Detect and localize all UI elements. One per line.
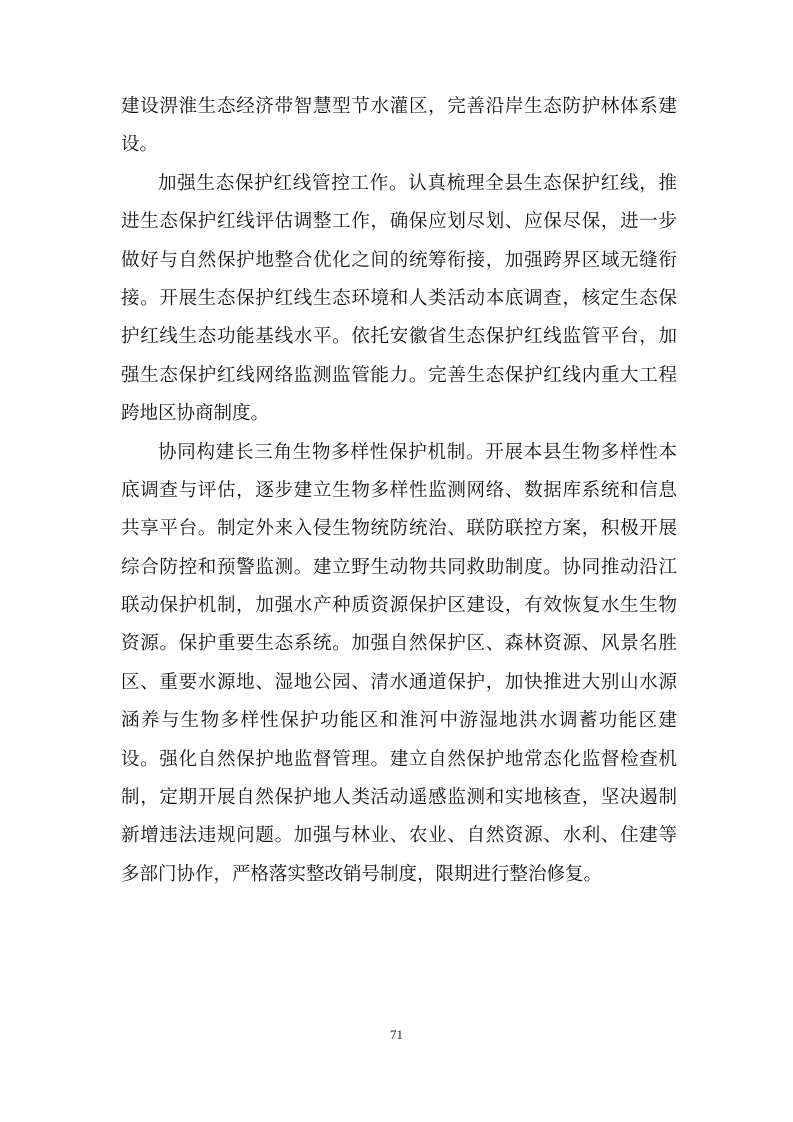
text-line: 资源。保护重要生态系统。加强自然保护区、森林资源、风景名胜 xyxy=(121,633,677,655)
text-line: 底调查与评估，逐步建立生物多样性监测网络、数据库系统和信息 xyxy=(121,479,677,501)
text-line: 制，定期开展自然保护地人类活动遥感监测和实地核查，坚决遏制 xyxy=(121,787,677,809)
text-line: 接。开展生态保护红线生态环境和人类活动本底调查，核定生态保 xyxy=(121,287,677,309)
text-line: 多部门协作，严格落实整改销号制度，限期进行整治修复。 xyxy=(121,863,603,885)
text-line: 区、重要水源地、湿地公园、清水通道保护，加快推进大别山水源 xyxy=(121,671,677,693)
text-line: 跨地区协商制度。 xyxy=(121,403,270,425)
text-line: 建设淠淮生态经济带智慧型节水灌区，完善沿岸生态防护林体系建 xyxy=(121,96,677,117)
text-line: 协同构建长三角生物多样性保护机制。开展本县生物多样性本 xyxy=(158,441,677,463)
text-line: 联动保护机制，加强水产种质资源保护区建设，有效恢复水生生物 xyxy=(121,595,677,617)
text-line: 新增违法违规问题。加强与林业、农业、自然资源、水利、住建等 xyxy=(121,825,677,847)
text-line: 加强生态保护红线管控工作。认真梳理全县生态保护红线，推 xyxy=(158,172,677,194)
text-line: 综合防控和预警监测。建立野生动物共同救助制度。协同推动沿江 xyxy=(121,556,677,578)
paragraph-3 xyxy=(121,434,677,895)
page-body xyxy=(121,88,677,894)
text-line: 护红线生态功能基线水平。依托安徽省生态保护红线监管平台，加 xyxy=(121,326,677,348)
paragraph-1 xyxy=(121,88,677,165)
text-line: 涵养与生物多样性保护功能区和淮河中游湿地洪水调蓄功能区建 xyxy=(121,710,677,732)
paragraph-2 xyxy=(121,165,677,434)
page-number: 71 xyxy=(390,1027,403,1042)
text-line: 做好与自然保护地整合优化之间的统筹衔接，加强跨界区域无缝衔 xyxy=(121,249,677,271)
text-line: 共享平台。制定外来入侵生物统防统治、联防联控方案，积极开展 xyxy=(121,518,677,540)
text-line: 强生态保护红线网络监测监管能力。完善生态保护红线内重大工程 xyxy=(121,364,677,386)
text-line: 进生态保护红线评估调整工作，确保应划尽划、应保尽保，进一步 xyxy=(121,211,677,233)
text-line: 设。强化自然保护地监督管理。建立自然保护地常态化监督检查机 xyxy=(121,748,677,770)
text-line: 设。 xyxy=(121,134,159,156)
